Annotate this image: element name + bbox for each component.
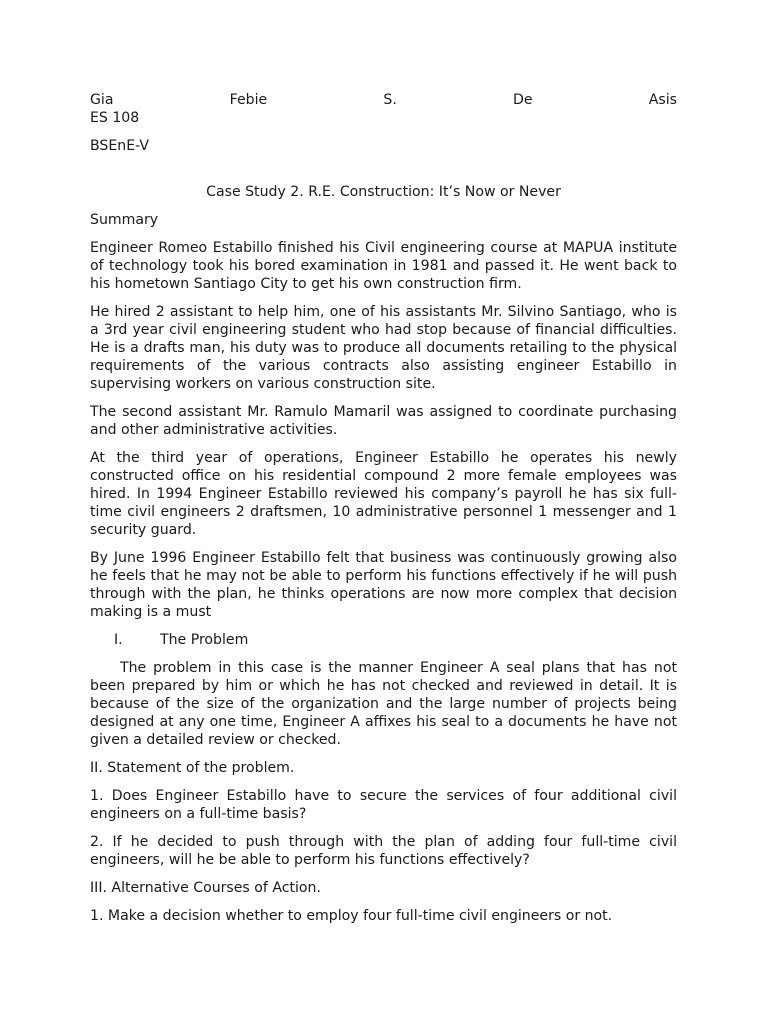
program-code: BSEnE-V: [90, 138, 150, 154]
problem-section-number: I.: [114, 632, 123, 648]
summary-paragraph-4: At the third year of operations, Engineer Estabillo he operates his newly constructed office on his residential compound 2 more female employees was hired. In 1994 Engineer Estabillo reviewed his company’s payroll he has six full-time civil engineers 2 draftsmen, 10 administrative personnel 1 messenger and 1 security guard.: [90, 450, 677, 538]
author-name-line: [90, 91, 677, 109]
problem-section-title: The Problem: [160, 632, 249, 648]
statement-heading: II. Statement of the problem.: [90, 760, 295, 776]
course-code: ES 108: [90, 110, 140, 126]
case-study-title: Case Study 2. R.E. Construction: It’s Now or Never: [206, 184, 561, 200]
summary-paragraph-3: The second assistant Mr. Ramulo Mamaril was assigned to coordinate purchasing and other administrative activities.: [90, 404, 677, 438]
author-first-name: Gia: [90, 92, 114, 108]
author-surname-part-2: Asis: [648, 92, 677, 108]
alternatives-heading: III. Alternative Courses of Action.: [90, 880, 321, 896]
summary-paragraph-5: By June 1996 Engineer Estabillo felt that business was continuously growing also he feels that he may not be able to perform his functions effectively if he will push through with the plan, he thinks operations are now more complex that decision making is a must: [90, 550, 677, 620]
author-surname-part-1: De: [513, 92, 533, 108]
statement-item-2: 2. If he decided to push through with the plan of adding four full-time civil engineers, will he be able to perform his functions effectively?: [90, 834, 677, 868]
problem-section-heading: [90, 631, 677, 649]
problem-paragraph: The problem in this case is the manner Engineer A seal plans that has not been prepared by him or which he has not checked and reviewed in detail. It is because of the size of the organization and the large number of projects being designed at any one time, Engineer A affixes his seal to a documents he have not given a detailed review or checked.: [90, 660, 677, 748]
summary-heading: Summary: [90, 212, 159, 228]
document-body: [90, 91, 677, 925]
author-middle-name: Febie: [229, 92, 268, 108]
summary-paragraph-1: Engineer Romeo Estabillo finished his Civil engineering course at MAPUA institute of technology took his bored examination in 1981 and passed it. He went back to his hometown Santiago City to get his own construction firm.: [90, 240, 677, 292]
summary-paragraph-2: He hired 2 assistant to help him, one of his assistants Mr. Silvino Santiago, who is a 3rd year civil engineering student who had stop because of financial difficulties. He is a drafts man, his duty was to produce all documents retailing to the physical requirements of the various contracts also assisting engineer Estabillo in supervising workers on various construction site.: [90, 304, 677, 392]
alternatives-item-1: 1. Make a decision whether to employ four full-time civil engineers or not.: [90, 908, 613, 924]
author-middle-initial: S.: [383, 92, 397, 108]
statement-item-1: 1. Does Engineer Estabillo have to secure the services of four additional civil engineers on a full-time basis?: [90, 788, 677, 822]
